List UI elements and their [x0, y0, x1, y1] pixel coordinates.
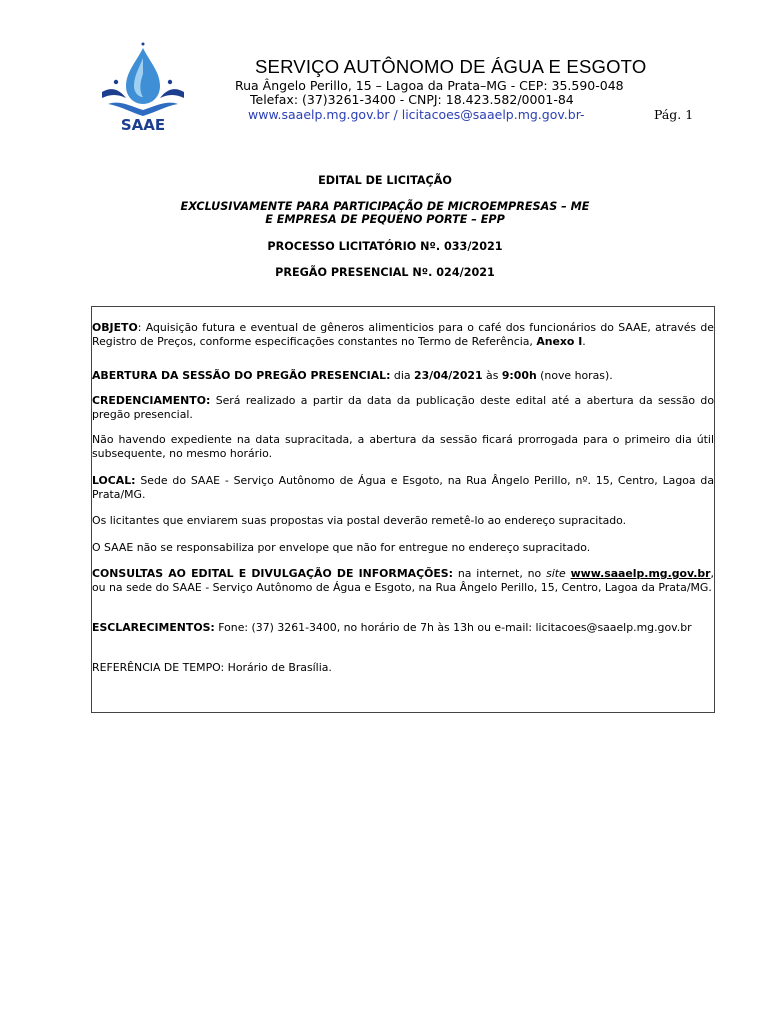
- consultas-text-1: na internet, no: [452, 567, 547, 580]
- credenciamento-label: CREDENCIAMENTO:: [92, 394, 211, 407]
- edital-title: EDITAL DE LICITAÇÃO: [318, 174, 452, 187]
- objeto-end: .: [582, 334, 586, 348]
- header-separator: /: [389, 107, 402, 122]
- abertura-date: 23/04/2021: [414, 369, 483, 382]
- abertura-text-1: dia: [390, 369, 414, 382]
- header-dash: -: [580, 107, 585, 122]
- local-paragraph: [92, 474, 714, 501]
- exclusive-notice: [0, 200, 770, 226]
- consultas-label: CONSULTAS AO EDITAL E DIVULGAÇÃO DE INFORMAÇÕES:: [92, 567, 453, 580]
- organization-title: SERVIÇO AUTÔNOMO DE ÁGUA E ESGOTO: [255, 56, 647, 77]
- credenciamento-paragraph: [92, 394, 714, 421]
- logo-text: SAAE: [120, 116, 166, 134]
- consultas-website-link[interactable]: www.saaelp.mg.gov.br: [570, 567, 711, 580]
- expediente-paragraph: Não havendo expediente na data supracitada, a abertura da sessão ficará prorrogada para o primeiro dia útil subsequente, no mesmo horário.: [92, 433, 714, 460]
- credenciamento-text: Será realizado a partir da data da publicação deste edital até a abertura da sessão do pregão presencial.: [92, 394, 714, 421]
- objeto-text: : Aquisição futura e eventual de gêneros alimenticios para o café dos funcionários do SAAE, através de Registro de Preços, conforme especificações constantes no Termo de Referência,: [92, 321, 714, 348]
- postal-paragraph: Os licitantes que enviarem suas propostas via postal deverão remetê-lo ao endereço supracitado.: [92, 514, 627, 527]
- exclusive-line-1: EXCLUSIVAMENTE PARA PARTICIPAÇÃO DE MICROEMPRESAS – ME: [180, 200, 590, 213]
- header-fax: Telefax: (37)3261-3400 - CNPJ: 18.423.582/0001-84: [250, 92, 574, 107]
- objeto-paragraph: [92, 321, 714, 348]
- local-text: Sede do SAAE - Serviço Autônomo de Água e Esgoto, na Rua Ângelo Perillo, nº. 15, Centro, Lagoa da Prata/MG.: [92, 474, 714, 501]
- processo-title: PROCESSO LICITATÓRIO Nº. 033/2021: [267, 240, 503, 253]
- header-address: Rua Ângelo Perillo, 15 – Lagoa da Prata–MG - CEP: 35.590-048: [235, 78, 624, 93]
- saae-logo: [96, 40, 190, 136]
- referencia-paragraph: REFERÊNCIA DE TEMPO: Horário de Brasília.: [92, 661, 332, 674]
- email-link[interactable]: licitacoes@saaelp.mg.gov.br: [401, 107, 581, 122]
- abertura-paragraph: [92, 369, 714, 383]
- header-web-line: [248, 107, 585, 122]
- website-link[interactable]: www.saaelp.mg.gov.br: [248, 107, 390, 122]
- consultas-text-2: , ou na sede do SAAE - Serviço Autônomo de Água e Esgoto, na Rua Ângelo Perillo, 15, Centro, Lagoa da Prata/MG.: [92, 567, 714, 594]
- pregao-title: PREGÃO PRESENCIAL Nº. 024/2021: [275, 266, 495, 279]
- objeto-anexo: Anexo I: [536, 334, 583, 348]
- consultas-paragraph: [92, 567, 714, 594]
- consultas-site: site: [546, 567, 566, 580]
- page-number: Pág. 1: [654, 107, 694, 122]
- abertura-label: ABERTURA DA SESSÃO DO PREGÃO PRESENCIAL:: [92, 369, 391, 382]
- esclarecimentos-text: Fone: (37) 3261-3400, no horário de 7h às 13h ou e-mail: licitacoes@saaelp.mg.gov.br: [214, 621, 692, 634]
- info-box: [91, 306, 715, 713]
- abertura-text-3: (nove horas).: [536, 369, 613, 382]
- exclusive-line-2: E EMPRESA DE PEQUENO PORTE – EPP: [265, 213, 505, 226]
- esclarecimentos-label: ESCLARECIMENTOS:: [92, 621, 215, 634]
- local-label: LOCAL:: [92, 474, 136, 487]
- envelope-paragraph: O SAAE não se responsabiliza por envelope que não for entregue no endereço supracitado.: [92, 541, 591, 554]
- objeto-label: OBJETO: [92, 321, 138, 334]
- abertura-time: 9:00h: [501, 369, 537, 382]
- abertura-text-2: às: [482, 369, 502, 382]
- esclarecimentos-paragraph: [92, 621, 714, 635]
